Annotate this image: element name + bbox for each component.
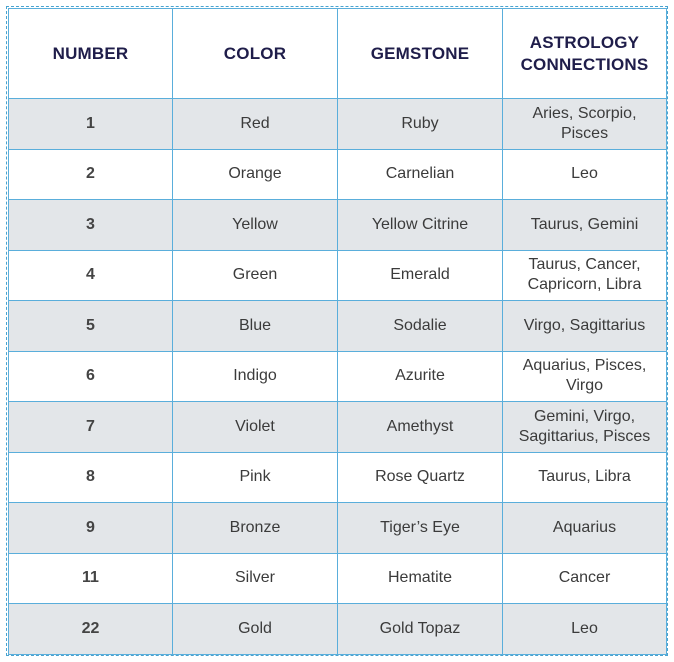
cell-color: Silver <box>173 553 338 604</box>
cell-astrology: Aries, Scorpio, Pisces <box>503 99 667 150</box>
table-row <box>9 351 667 402</box>
cell-gemstone: Amethyst <box>338 402 503 453</box>
header-gemstone: GEMSTONE <box>338 9 503 99</box>
cell-color: Indigo <box>173 351 338 402</box>
cell-number: 11 <box>9 553 173 604</box>
cell-astrology: Aquarius <box>503 503 667 554</box>
cell-number: 3 <box>9 200 173 251</box>
cell-astrology: Cancer <box>503 553 667 604</box>
table-row <box>9 99 667 150</box>
table-row <box>9 452 667 503</box>
cell-color: Violet <box>173 402 338 453</box>
table-row <box>9 503 667 554</box>
table-body <box>9 99 667 655</box>
table-row <box>9 301 667 352</box>
cell-gemstone: Yellow Citrine <box>338 200 503 251</box>
cell-number: 6 <box>9 351 173 402</box>
table-row <box>9 553 667 604</box>
cell-color: Blue <box>173 301 338 352</box>
numerology-table <box>8 8 667 655</box>
cell-number: 4 <box>9 250 173 301</box>
table-row <box>9 250 667 301</box>
cell-gemstone: Gold Topaz <box>338 604 503 655</box>
table-header <box>9 9 667 99</box>
cell-color: Pink <box>173 452 338 503</box>
cell-number: 7 <box>9 402 173 453</box>
cell-gemstone: Carnelian <box>338 149 503 200</box>
cell-color: Green <box>173 250 338 301</box>
header-row <box>9 9 667 99</box>
cell-astrology: Taurus, Libra <box>503 452 667 503</box>
cell-color: Red <box>173 99 338 150</box>
cell-number: 9 <box>9 503 173 554</box>
cell-gemstone: Sodalie <box>338 301 503 352</box>
cell-gemstone: Azurite <box>338 351 503 402</box>
cell-gemstone: Tiger’s Eye <box>338 503 503 554</box>
cell-number: 1 <box>9 99 173 150</box>
cell-gemstone: Hematite <box>338 553 503 604</box>
cell-gemstone: Ruby <box>338 99 503 150</box>
cell-astrology: Leo <box>503 149 667 200</box>
cell-color: Gold <box>173 604 338 655</box>
header-color: COLOR <box>173 9 338 99</box>
cell-astrology: Taurus, Gemini <box>503 200 667 251</box>
cell-number: 22 <box>9 604 173 655</box>
cell-astrology: Virgo, Sagittarius <box>503 301 667 352</box>
cell-color: Bronze <box>173 503 338 554</box>
cell-number: 5 <box>9 301 173 352</box>
cell-color: Yellow <box>173 200 338 251</box>
cell-astrology: Taurus, Cancer, Capricorn, Libra <box>503 250 667 301</box>
cell-gemstone: Emerald <box>338 250 503 301</box>
header-astrology-connections: ASTROLOGY CONNECTIONS <box>503 9 667 99</box>
cell-astrology: Leo <box>503 604 667 655</box>
table-row <box>9 604 667 655</box>
cell-number: 2 <box>9 149 173 200</box>
table-row <box>9 149 667 200</box>
header-number: NUMBER <box>9 9 173 99</box>
cell-astrology: Gemini, Virgo, Sagittarius, Pisces <box>503 402 667 453</box>
cell-number: 8 <box>9 452 173 503</box>
table-row <box>9 200 667 251</box>
cell-gemstone: Rose Quartz <box>338 452 503 503</box>
cell-astrology: Aquarius, Pisces, Virgo <box>503 351 667 402</box>
table-row <box>9 402 667 453</box>
cell-color: Orange <box>173 149 338 200</box>
